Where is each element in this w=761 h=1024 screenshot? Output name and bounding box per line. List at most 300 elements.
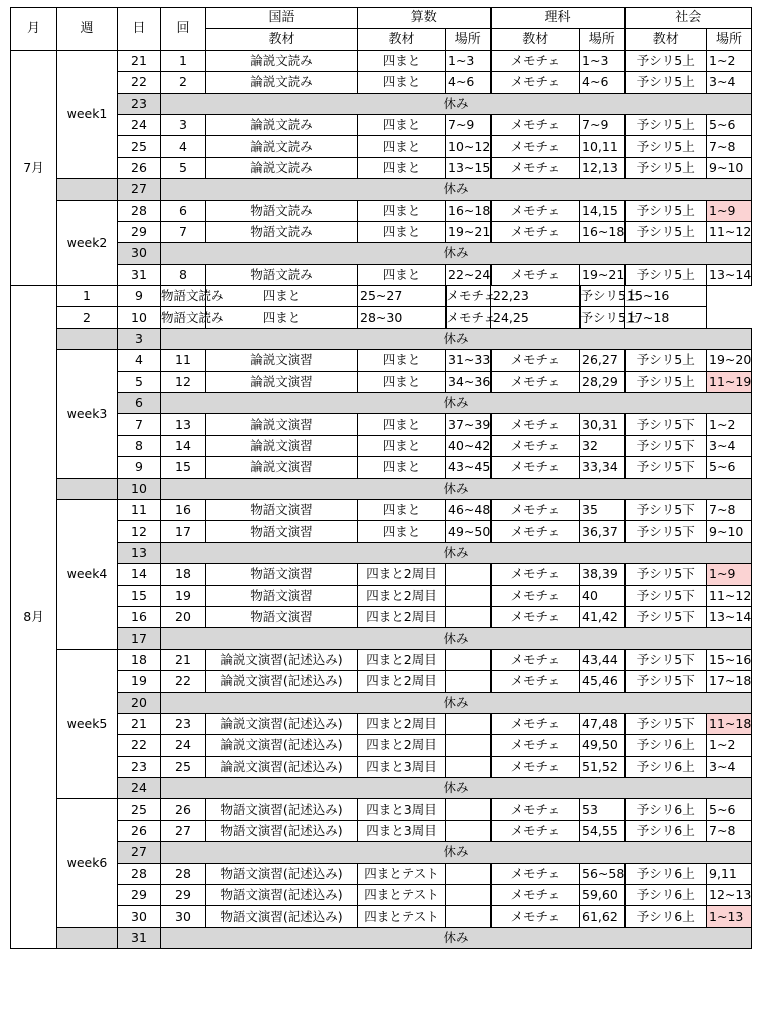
holiday-row [11, 927, 752, 948]
rika-place-cell: 32 [580, 435, 625, 456]
day-cell: 26 [118, 157, 161, 178]
sansu-material-cell: 四まと2周目 [358, 606, 446, 627]
week-cell-holiday [57, 927, 118, 948]
shakai-material-cell: 予シリ5下 [625, 435, 707, 456]
sansu-place-cell: 40~42 [446, 435, 491, 456]
table-row [11, 200, 752, 221]
sansu-place-cell [446, 671, 491, 692]
day-cell: 12 [118, 521, 161, 542]
sansu-material-cell: 四まと [206, 286, 358, 307]
day-cell: 31 [118, 264, 161, 285]
sansu-material-cell: 四まと [358, 521, 446, 542]
table-row [11, 435, 752, 456]
day-cell: 27 [118, 842, 161, 863]
day-cell: 8 [118, 435, 161, 456]
day-cell: 4 [118, 350, 161, 371]
rika-material-cell: メモチェ [491, 906, 580, 927]
day-cell: 22 [118, 72, 161, 93]
kokugo-material-cell: 論説文演習(記述込み) [206, 756, 358, 777]
rika-material-cell: メモチェ [491, 564, 580, 585]
table-row [11, 564, 752, 585]
day-cell: 19 [118, 671, 161, 692]
rika-place-cell: 49,50 [580, 735, 625, 756]
shakai-material-cell: 予シリ5上 [625, 221, 707, 242]
rika-material-cell: メモチェ [491, 371, 580, 392]
sansu-place-cell [446, 756, 491, 777]
rika-material-cell: メモチェ [491, 414, 580, 435]
kokugo-material-cell: 物語文演習 [206, 585, 358, 606]
kokugo-material-cell: 物語文読み [161, 286, 206, 307]
shakai-material-cell: 予シリ5上 [625, 157, 707, 178]
kokugo-material-cell: 物語文演習(記述込み) [206, 885, 358, 906]
shakai-place-cell: 7~8 [707, 820, 752, 841]
session-cell: 20 [161, 606, 206, 627]
header-kokugo-material: 教材 [206, 29, 358, 50]
week-cell: week5 [57, 649, 118, 799]
session-cell: 15 [161, 457, 206, 478]
session-cell: 8 [161, 264, 206, 285]
table-row [11, 799, 752, 820]
rika-place-cell: 14,15 [580, 200, 625, 221]
rika-place-cell: 59,60 [580, 885, 625, 906]
sansu-place-cell: 22~24 [446, 264, 491, 285]
kokugo-material-cell: 物語文読み [161, 307, 206, 328]
sansu-place-cell [446, 585, 491, 606]
shakai-place-cell: 9~10 [707, 157, 752, 178]
sansu-material-cell: 四まとテスト [358, 863, 446, 884]
rika-material-cell: メモチェ [491, 157, 580, 178]
rika-material-cell: メモチェ [491, 521, 580, 542]
session-cell: 27 [161, 820, 206, 841]
day-cell: 7 [118, 414, 161, 435]
day-cell: 21 [118, 713, 161, 734]
rika-place-cell: 35 [580, 499, 625, 520]
kokugo-material-cell: 物語文読み [206, 200, 358, 221]
session-cell: 10 [118, 307, 161, 328]
holiday-label: 休み [161, 542, 752, 563]
header-rika-place: 場所 [580, 29, 625, 50]
shakai-material-cell: 予シリ5上 [625, 200, 707, 221]
sansu-place-cell [446, 885, 491, 906]
table-row [11, 221, 752, 242]
shakai-place-cell: 1~2 [707, 50, 752, 71]
session-cell: 5 [161, 157, 206, 178]
session-cell: 19 [161, 585, 206, 606]
shakai-material-cell: 予シリ5上 [625, 136, 707, 157]
rika-material-cell: メモチェ [446, 307, 491, 328]
header-week: 週 [57, 8, 118, 51]
day-cell: 29 [118, 885, 161, 906]
table-row [11, 606, 752, 627]
kokugo-material-cell: 物語文演習 [206, 521, 358, 542]
sansu-place-cell: 31~33 [446, 350, 491, 371]
holiday-label: 休み [161, 93, 752, 114]
session-cell: 26 [161, 799, 206, 820]
rika-material-cell: メモチェ [446, 286, 491, 307]
shakai-material-cell: 予シリ5上 [580, 307, 625, 328]
session-cell: 3 [161, 114, 206, 135]
shakai-place-cell: 13~14 [707, 606, 752, 627]
table-row [11, 521, 752, 542]
shakai-material-cell: 予シリ5上 [625, 350, 707, 371]
rika-place-cell: 51,52 [580, 756, 625, 777]
rika-material-cell: メモチェ [491, 72, 580, 93]
holiday-row [11, 542, 752, 563]
sansu-place-cell [446, 799, 491, 820]
sansu-material-cell: 四まと [358, 371, 446, 392]
day-cell: 9 [118, 457, 161, 478]
rika-place-cell: 12,13 [580, 157, 625, 178]
week-cell-holiday [57, 179, 118, 200]
rika-place-cell: 4~6 [580, 72, 625, 93]
shakai-place-cell: 19~20 [707, 350, 752, 371]
day-cell: 30 [118, 243, 161, 264]
sansu-place-cell [446, 906, 491, 927]
shakai-material-cell: 予シリ5上 [625, 50, 707, 71]
rika-place-cell: 33,34 [580, 457, 625, 478]
sansu-material-cell: 四まと [358, 114, 446, 135]
table-row [11, 307, 752, 328]
shakai-place-cell: 3~4 [707, 756, 752, 777]
day-cell: 10 [118, 478, 161, 499]
day-cell: 3 [118, 328, 161, 349]
rika-place-cell: 16~18 [580, 221, 625, 242]
rika-material-cell: メモチェ [491, 671, 580, 692]
day-cell: 2 [57, 307, 118, 328]
kokugo-material-cell: 論説文演習 [206, 350, 358, 371]
sansu-material-cell: 四まと2周目 [358, 671, 446, 692]
shakai-material-cell: 予シリ6上 [625, 756, 707, 777]
sansu-place-cell [446, 564, 491, 585]
session-cell: 23 [161, 713, 206, 734]
shakai-material-cell: 予シリ6上 [625, 735, 707, 756]
holiday-row [11, 478, 752, 499]
session-cell: 16 [161, 499, 206, 520]
rika-place-cell: 45,46 [580, 671, 625, 692]
session-cell: 24 [161, 735, 206, 756]
session-cell: 2 [161, 72, 206, 93]
study-schedule-table [10, 7, 752, 949]
holiday-row [11, 393, 752, 414]
kokugo-material-cell: 論説文読み [206, 136, 358, 157]
holiday-label: 休み [161, 692, 752, 713]
header-session: 回 [161, 8, 206, 51]
kokugo-material-cell: 論説文演習(記述込み) [206, 671, 358, 692]
day-cell: 21 [118, 50, 161, 71]
shakai-place-cell: 5~6 [707, 114, 752, 135]
sansu-material-cell: 四まと3周目 [358, 820, 446, 841]
holiday-row [11, 692, 752, 713]
shakai-place-cell: 1~9 [707, 564, 752, 585]
header-month: 月 [11, 8, 57, 51]
shakai-material-cell: 予シリ5下 [625, 521, 707, 542]
header-shakai-material: 教材 [625, 29, 707, 50]
table-row [11, 136, 752, 157]
day-cell: 25 [118, 136, 161, 157]
rika-material-cell: メモチェ [491, 820, 580, 841]
kokugo-material-cell: 論説文読み [206, 72, 358, 93]
table-row [11, 264, 752, 285]
shakai-material-cell: 予シリ5上 [580, 286, 625, 307]
table-row [11, 350, 752, 371]
day-cell: 17 [118, 628, 161, 649]
day-cell: 24 [118, 114, 161, 135]
table-row [11, 72, 752, 93]
header-kokugo: 国語 [206, 8, 358, 29]
sansu-place-cell: 28~30 [358, 307, 446, 328]
kokugo-material-cell: 論説文演習 [206, 414, 358, 435]
holiday-label: 休み [161, 628, 752, 649]
month-cell: 8月 [11, 286, 57, 949]
rika-place-cell: 19~21 [580, 264, 625, 285]
rika-place-cell: 10,11 [580, 136, 625, 157]
sansu-place-cell: 25~27 [358, 286, 446, 307]
week-cell: week3 [57, 350, 118, 478]
sansu-place-cell [446, 820, 491, 841]
table-row [11, 756, 752, 777]
kokugo-material-cell: 論説文演習(記述込み) [206, 735, 358, 756]
kokugo-material-cell: 論説文演習(記述込み) [206, 713, 358, 734]
kokugo-material-cell: 物語文演習 [206, 606, 358, 627]
sansu-place-cell [446, 863, 491, 884]
rika-place-cell: 24,25 [491, 307, 580, 328]
sansu-place-cell: 19~21 [446, 221, 491, 242]
rika-place-cell: 43,44 [580, 649, 625, 670]
sansu-material-cell: 四まと [358, 499, 446, 520]
holiday-row [11, 842, 752, 863]
table-row [11, 906, 752, 927]
holiday-label: 休み [161, 478, 752, 499]
sansu-material-cell: 四まと [358, 221, 446, 242]
holiday-row [11, 778, 752, 799]
holiday-label: 休み [161, 842, 752, 863]
sansu-material-cell: 四まと3周目 [358, 756, 446, 777]
table-row [11, 499, 752, 520]
rika-material-cell: メモチェ [491, 649, 580, 670]
rika-material-cell: メモチェ [491, 499, 580, 520]
rika-material-cell: メモチェ [491, 350, 580, 371]
header-sansu: 算数 [358, 8, 491, 29]
rika-material-cell: メモチェ [491, 713, 580, 734]
sansu-material-cell: 四まと [358, 414, 446, 435]
shakai-place-cell: 5~6 [707, 799, 752, 820]
shakai-place-cell: 11~12 [707, 585, 752, 606]
sansu-place-cell: 16~18 [446, 200, 491, 221]
shakai-material-cell: 予シリ6上 [625, 799, 707, 820]
kokugo-material-cell: 論説文読み [206, 157, 358, 178]
shakai-place-cell: 11~18 [707, 713, 752, 734]
rika-material-cell: メモチェ [491, 885, 580, 906]
rika-material-cell: メモチェ [491, 606, 580, 627]
shakai-place-cell: 1~13 [707, 906, 752, 927]
rika-material-cell: メモチェ [491, 756, 580, 777]
day-cell: 23 [118, 93, 161, 114]
sansu-material-cell: 四まと [358, 50, 446, 71]
session-cell: 18 [161, 564, 206, 585]
session-cell: 11 [161, 350, 206, 371]
session-cell: 4 [161, 136, 206, 157]
day-cell: 20 [118, 692, 161, 713]
table-row [11, 885, 752, 906]
shakai-place-cell: 1~2 [707, 414, 752, 435]
week-cell: week2 [57, 200, 118, 286]
sansu-material-cell: 四まと2周目 [358, 649, 446, 670]
rika-place-cell: 36,37 [580, 521, 625, 542]
sansu-material-cell: 四まと [358, 435, 446, 456]
shakai-place-cell: 13~14 [707, 264, 752, 285]
shakai-material-cell: 予シリ6上 [625, 820, 707, 841]
rika-material-cell: メモチェ [491, 457, 580, 478]
sansu-place-cell: 49~50 [446, 521, 491, 542]
shakai-material-cell: 予シリ5下 [625, 649, 707, 670]
header-rika: 理科 [491, 8, 625, 29]
shakai-material-cell: 予シリ6上 [625, 906, 707, 927]
shakai-place-cell: 11~19 [707, 371, 752, 392]
sansu-material-cell: 四まと [358, 264, 446, 285]
rika-place-cell: 47,48 [580, 713, 625, 734]
sansu-material-cell: 四まと [206, 307, 358, 328]
table-row [11, 735, 752, 756]
shakai-material-cell: 予シリ5下 [625, 457, 707, 478]
sansu-material-cell: 四まと2周目 [358, 564, 446, 585]
holiday-row [11, 243, 752, 264]
header-sansu-material: 教材 [358, 29, 446, 50]
sansu-material-cell: 四まと3周目 [358, 799, 446, 820]
shakai-place-cell: 12~13 [707, 885, 752, 906]
day-cell: 18 [118, 649, 161, 670]
sansu-material-cell: 四まと2周目 [358, 735, 446, 756]
kokugo-material-cell: 物語文読み [206, 221, 358, 242]
day-cell: 27 [118, 179, 161, 200]
rika-place-cell: 38,39 [580, 564, 625, 585]
shakai-place-cell: 9~10 [707, 521, 752, 542]
rika-place-cell: 28,29 [580, 371, 625, 392]
shakai-place-cell: 1~2 [707, 735, 752, 756]
sansu-material-cell: 四まと [358, 200, 446, 221]
holiday-row [11, 93, 752, 114]
day-cell: 31 [118, 927, 161, 948]
session-cell: 21 [161, 649, 206, 670]
rika-material-cell: メモチェ [491, 114, 580, 135]
shakai-place-cell: 7~8 [707, 136, 752, 157]
shakai-material-cell: 予シリ5上 [625, 371, 707, 392]
sansu-place-cell: 1~3 [446, 50, 491, 71]
header-rika-material: 教材 [491, 29, 580, 50]
shakai-material-cell: 予シリ5下 [625, 671, 707, 692]
table-row [11, 863, 752, 884]
kokugo-material-cell: 論説文読み [206, 114, 358, 135]
session-cell: 9 [118, 286, 161, 307]
rika-place-cell: 30,31 [580, 414, 625, 435]
day-cell: 26 [118, 820, 161, 841]
sansu-place-cell: 34~36 [446, 371, 491, 392]
shakai-material-cell: 予シリ5上 [625, 114, 707, 135]
sansu-place-cell: 46~48 [446, 499, 491, 520]
shakai-material-cell: 予シリ6上 [625, 885, 707, 906]
session-cell: 17 [161, 521, 206, 542]
day-cell: 30 [118, 906, 161, 927]
session-cell: 22 [161, 671, 206, 692]
shakai-material-cell: 予シリ6上 [625, 863, 707, 884]
sansu-place-cell: 13~15 [446, 157, 491, 178]
shakai-place-cell: 17~18 [625, 307, 707, 328]
shakai-material-cell: 予シリ5下 [625, 564, 707, 585]
rika-material-cell: メモチェ [491, 50, 580, 71]
day-cell: 28 [118, 200, 161, 221]
sansu-place-cell: 4~6 [446, 72, 491, 93]
rika-material-cell: メモチェ [491, 200, 580, 221]
sansu-material-cell: 四まと [358, 157, 446, 178]
rika-place-cell: 26,27 [580, 350, 625, 371]
table-row [11, 457, 752, 478]
sansu-place-cell [446, 713, 491, 734]
week-cell: week4 [57, 499, 118, 649]
table-row [11, 157, 752, 178]
sansu-place-cell [446, 649, 491, 670]
day-cell: 22 [118, 735, 161, 756]
holiday-row [11, 179, 752, 200]
kokugo-material-cell: 物語文演習(記述込み) [206, 906, 358, 927]
rika-material-cell: メモチェ [491, 221, 580, 242]
kokugo-material-cell: 論説文読み [206, 50, 358, 71]
rika-place-cell: 56~58 [580, 863, 625, 884]
week-cell-holiday [57, 328, 118, 349]
session-cell: 30 [161, 906, 206, 927]
holiday-label: 休み [161, 778, 752, 799]
shakai-place-cell: 15~16 [625, 286, 707, 307]
kokugo-material-cell: 物語文演習(記述込み) [206, 799, 358, 820]
shakai-material-cell: 予シリ5下 [625, 713, 707, 734]
day-cell: 23 [118, 756, 161, 777]
shakai-place-cell: 15~16 [707, 649, 752, 670]
sansu-material-cell: 四まと [358, 350, 446, 371]
header-day: 日 [118, 8, 161, 51]
sansu-place-cell [446, 606, 491, 627]
day-cell: 15 [118, 585, 161, 606]
rika-material-cell: メモチェ [491, 735, 580, 756]
rika-place-cell: 61,62 [580, 906, 625, 927]
shakai-material-cell: 予シリ5下 [625, 606, 707, 627]
shakai-place-cell: 3~4 [707, 435, 752, 456]
kokugo-material-cell: 論説文演習 [206, 371, 358, 392]
table-row [11, 371, 752, 392]
rika-material-cell: メモチェ [491, 264, 580, 285]
rika-material-cell: メモチェ [491, 585, 580, 606]
rika-place-cell: 53 [580, 799, 625, 820]
header-shakai-place: 場所 [707, 29, 752, 50]
sansu-place-cell: 43~45 [446, 457, 491, 478]
table-row [11, 649, 752, 670]
kokugo-material-cell: 論説文演習 [206, 435, 358, 456]
shakai-place-cell: 17~18 [707, 671, 752, 692]
session-cell: 25 [161, 756, 206, 777]
sansu-material-cell: 四まとテスト [358, 906, 446, 927]
day-cell: 14 [118, 564, 161, 585]
rika-place-cell: 41,42 [580, 606, 625, 627]
session-cell: 1 [161, 50, 206, 71]
shakai-material-cell: 予シリ5上 [625, 72, 707, 93]
kokugo-material-cell: 物語文読み [206, 264, 358, 285]
sansu-material-cell: 四まと [358, 72, 446, 93]
day-cell: 5 [118, 371, 161, 392]
table-row [11, 671, 752, 692]
holiday-label: 休み [161, 328, 752, 349]
header-sansu-place: 場所 [446, 29, 491, 50]
rika-place-cell: 40 [580, 585, 625, 606]
day-cell: 24 [118, 778, 161, 799]
rika-place-cell: 7~9 [580, 114, 625, 135]
table-row [11, 414, 752, 435]
